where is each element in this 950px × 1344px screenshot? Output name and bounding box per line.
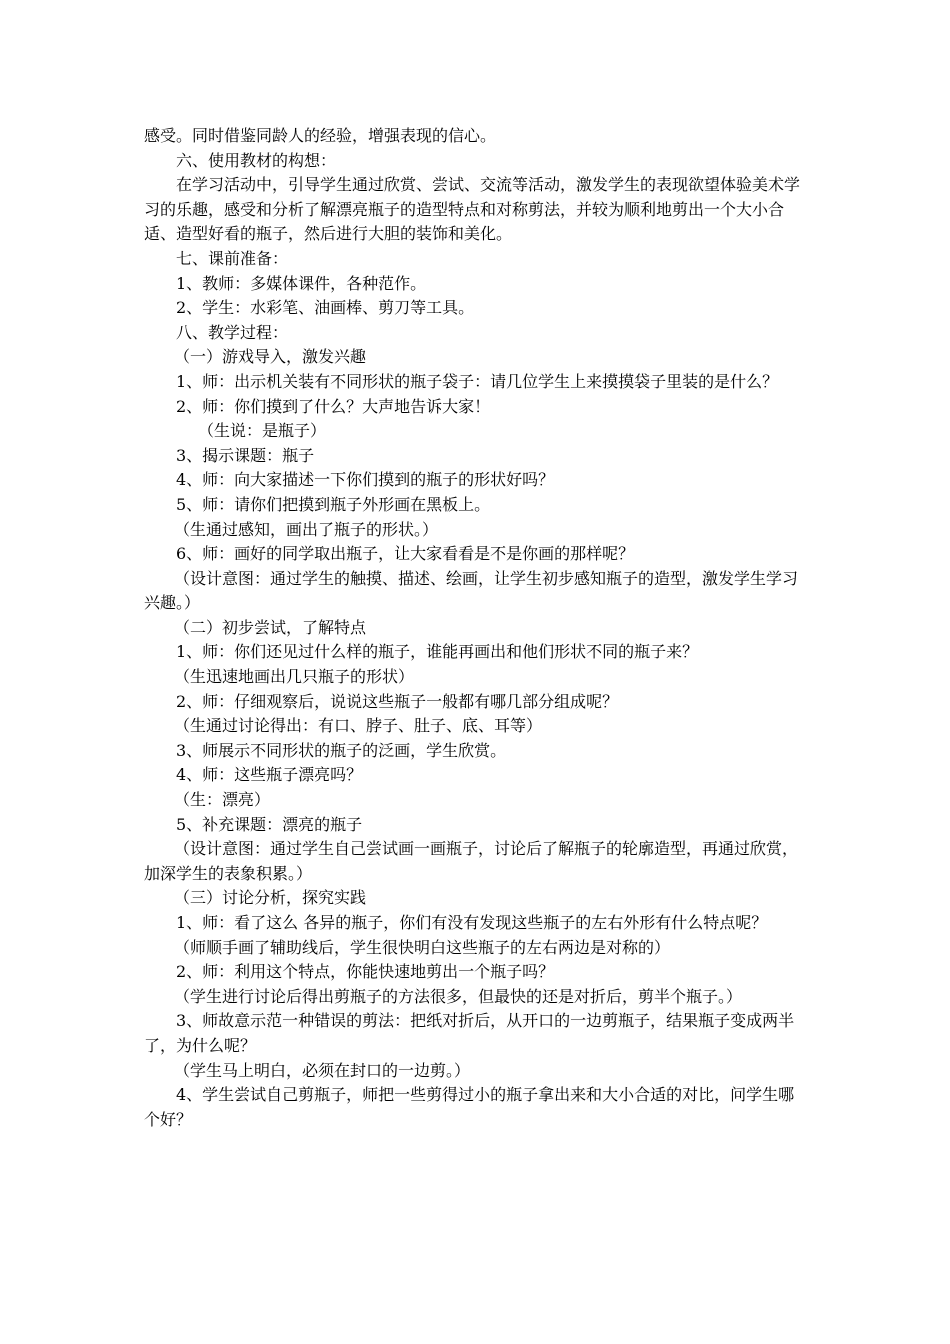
- list-item-teacher-prep: 1、教师：多媒体课件，各种范作。: [176, 273, 427, 293]
- list-item-student-prep: 2、学生：水彩笔、油画棒、剪刀等工具。: [176, 298, 475, 318]
- student-response-6: （师顺手画了辅助线后，学生很快明白这些瓶子的左右两边是对称的）: [174, 937, 671, 957]
- step-1-1: 1、师：出示机关装有不同形状的瓶子袋子：请几位学生上来摸摸袋子里装的是什么？: [176, 371, 779, 391]
- subsection-heading-1: （一）游戏导入，激发兴趣: [174, 347, 367, 367]
- step-1-5: 5、师：请你们把摸到瓶子外形画在黑板上。: [176, 494, 491, 514]
- section-heading-seven: 七、课前准备：: [176, 248, 289, 268]
- student-response-1: （生说：是瓶子）: [198, 421, 327, 441]
- section-heading-six: 六、使用教材的构想：: [176, 150, 337, 170]
- document-body: [144, 124, 808, 1132]
- step-3-3: 3、师故意示范一种错误的剪法：把纸对折后，从开口的一边剪瓶子，结果瓶子变成两半了，为什么呢？: [144, 1011, 795, 1055]
- student-response-4: （生通过讨论得出：有口、脖子、肚子、底、耳等）: [174, 716, 543, 736]
- step-2-1: 1、师：你们还见过什么样的瓶子，谁能再画出和他们形状不同的瓶子来？: [176, 642, 699, 662]
- step-3-1: 1、师：看了这么 各异的瓶子，你们有没有发现这些瓶子的左右外形有什么特点呢？: [176, 913, 768, 932]
- step-2-3: 3、师展示不同形状的瓶子的泛画，学生欣赏。: [176, 740, 507, 760]
- section-heading-eight: 八、教学过程：: [176, 322, 289, 342]
- step-2-2: 2、师：仔细观察后，说说这些瓶子一般都有哪几部分组成呢？: [176, 691, 619, 711]
- step-1-6: 6、师：画好的同学取出瓶子，让大家看看是不是你画的那样呢？: [176, 544, 635, 564]
- student-response-2: （生通过感知，画出了瓶子的形状。）: [174, 519, 439, 539]
- student-response-3: （生迅速地画出几只瓶子的形状）: [174, 667, 415, 687]
- paragraph-textbook-concept: 在学习活动中，引导学生通过欣赏、尝试、交流等活动，激发学生的表现欲望体验美术学习的乐趣，感受和分析了解漂亮瓶子的造型特点和对称剪法，并较为顺利地剪出一个大小合适、造型好看的瓶子，然后进行大胆的装饰和美化。: [144, 175, 801, 244]
- student-response-8: （学生马上明白，必须在封口的一边剪。）: [174, 1060, 471, 1080]
- step-1-3: 3、揭示课题：瓶子: [176, 445, 315, 465]
- step-2-4: 4、师：这些瓶子漂亮吗？: [176, 765, 363, 785]
- design-intent-2: （设计意图：通过学生自己尝试画一画瓶子，讨论后了解瓶子的轮廓造型，再通过欣赏，加深学生的表象积累。）: [144, 839, 799, 883]
- step-3-4: 4、学生尝试自己剪瓶子，师把一些剪得过小的瓶子拿出来和大小合适的对比，问学生哪个好？: [144, 1085, 795, 1129]
- design-intent-1: （设计意图：通过学生的触摸、描述、绘画，让学生初步感知瓶子的造型，激发学生学习兴趣。）: [144, 568, 799, 613]
- paragraph-intro-tail: 感受。同时借鉴同龄人的经验，增强表现的信心。: [144, 126, 497, 145]
- step-1-2: 2、师：你们摸到了什么？大声地告诉大家！: [176, 396, 491, 416]
- subsection-heading-3: （三）讨论分析，探究实践: [174, 888, 367, 908]
- subsection-heading-2: （二）初步尝试，了解特点: [174, 617, 367, 637]
- step-1-4: 4、师：向大家描述一下你们摸到的瓶子的形状好吗？: [176, 470, 555, 490]
- student-response-5: （生：漂亮）: [174, 790, 271, 810]
- step-2-5: 5、补充课题：漂亮的瓶子: [176, 814, 363, 834]
- student-response-7: （学生进行讨论后得出剪瓶子的方法很多，但最快的还是对折后，剪半个瓶子。）: [174, 986, 743, 1006]
- step-3-2: 2、师：利用这个特点，你能快速地剪出一个瓶子吗？: [176, 962, 555, 982]
